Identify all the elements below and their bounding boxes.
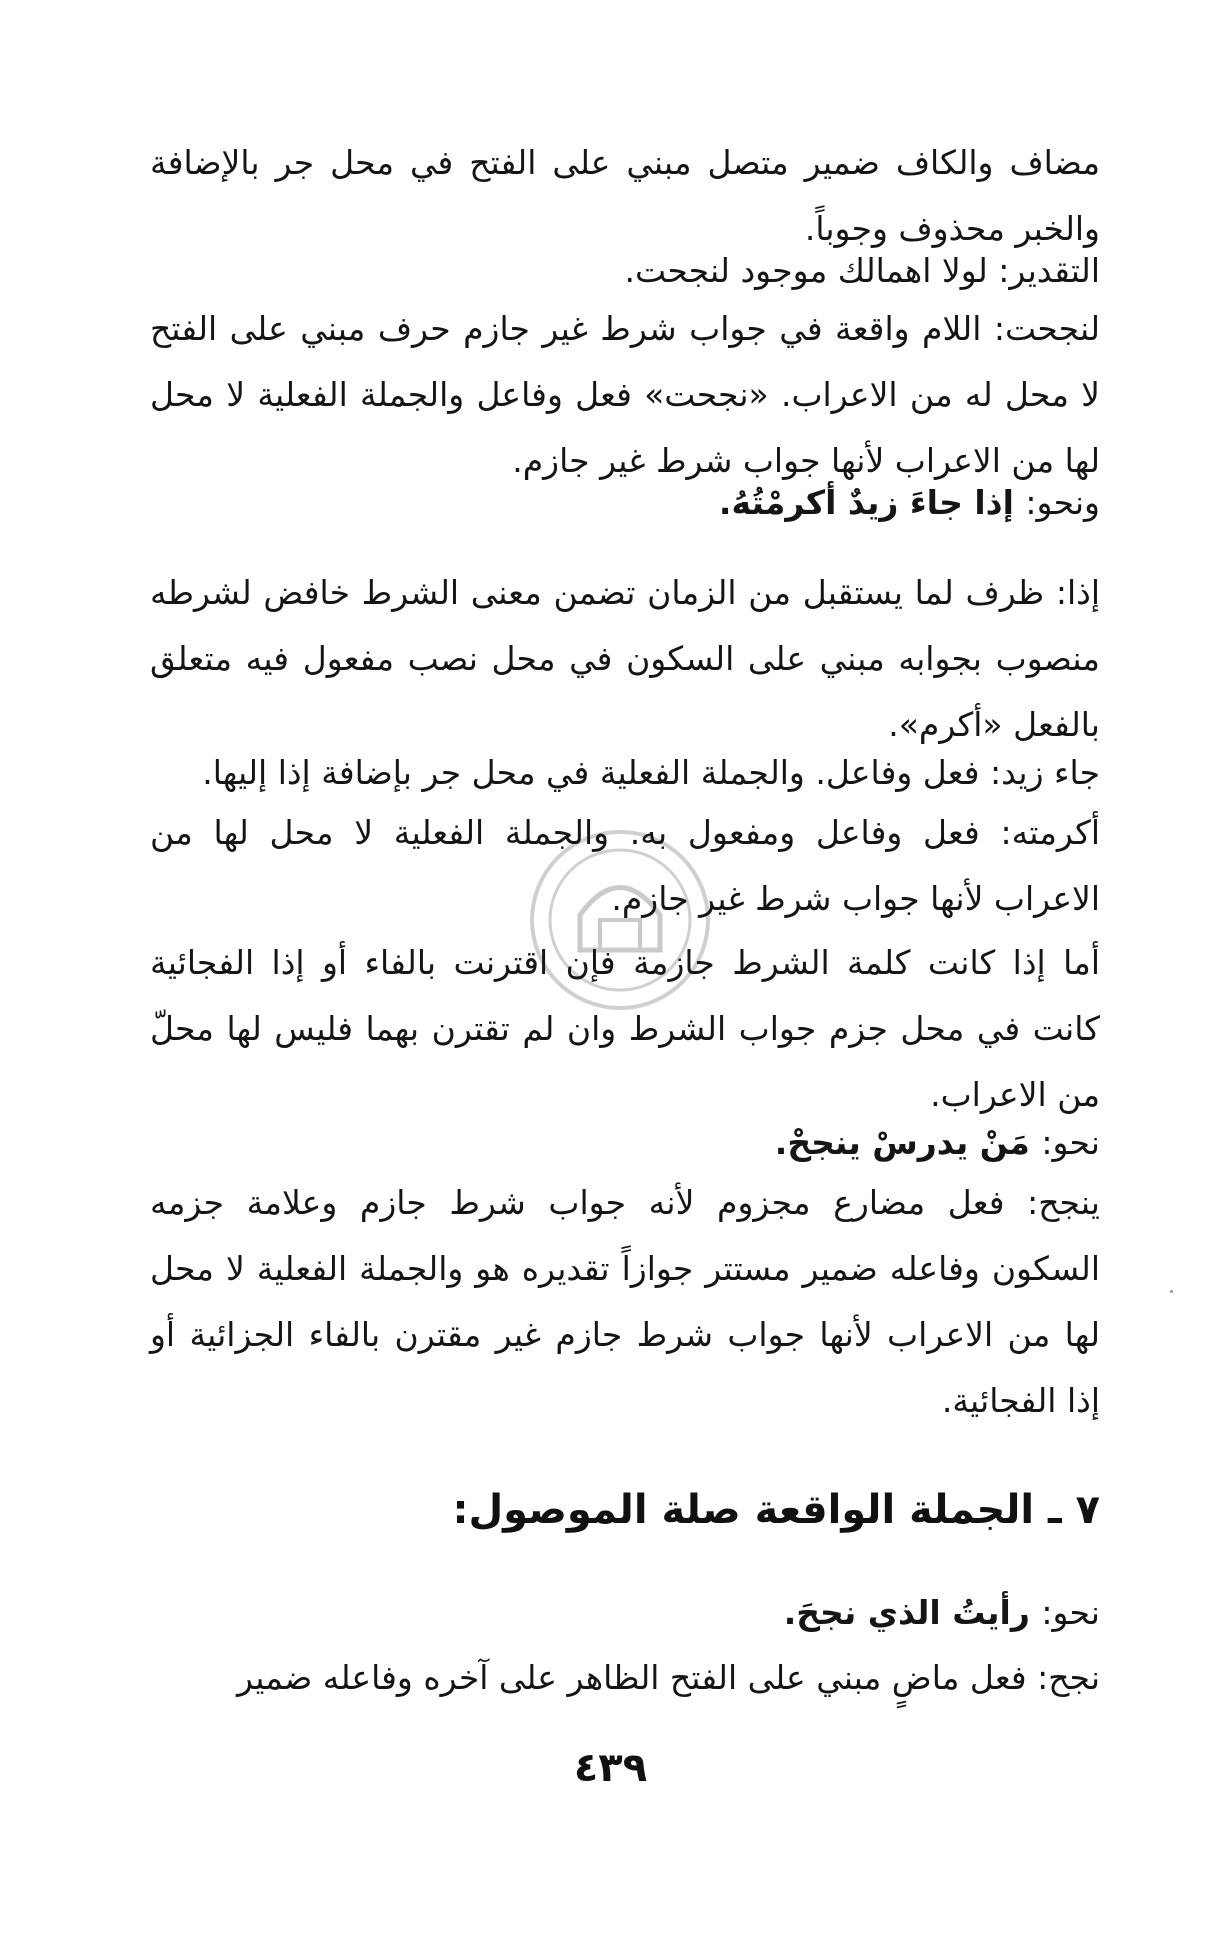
paragraph-7-text: فعل وفاعل ومفعول به. والجملة الفعلية لا محل لها من الاعراب لأنها جواب شرط غير جازم. <box>150 813 1100 918</box>
paragraph-6 <box>150 740 1100 806</box>
paragraph-5 <box>150 560 1100 758</box>
paragraph-2-text: لولا اهمالك موجود لنجحت. <box>624 251 999 290</box>
paragraph-10-text: فعل مضارع مجزوم لأنه جواب شرط جازم وعلامة جزمه السكون وفاعله ضمير مستتر جوازاً تقديره هو والجملة الفعلية لا محل لها من الاعراب لأنها جواب شرط جازم غير مقترن بالفاء الجزائية أو إذا الفجائية. <box>150 1183 1100 1420</box>
paragraph-2 <box>150 238 1100 304</box>
paragraph-7 <box>150 800 1100 932</box>
paragraph-9 <box>150 1110 1100 1176</box>
paragraph-4-text: إذا جاءَ زيدٌ أكرمْتُهُ. <box>718 483 1026 522</box>
paragraph-12-text: فعل ماضٍ مبني على الفتح الظاهر على آخره وفاعله ضمير <box>237 1658 1038 1697</box>
scan-speck <box>1170 1290 1173 1293</box>
paragraph-10-term: ينجح: <box>1027 1183 1100 1222</box>
paragraph-11-term: نحو: <box>1041 1593 1100 1632</box>
paragraph-12-term: نجح: <box>1037 1658 1100 1697</box>
paragraph-6-text: فعل وفاعل. والجملة الفعلية في محل جر بإضافة إذا إليها. <box>202 753 990 792</box>
paragraph-7-term: أكرمته: <box>1000 813 1100 852</box>
paragraph-8 <box>150 930 1100 1128</box>
paragraph-11 <box>150 1580 1100 1646</box>
paragraph-3 <box>150 296 1100 494</box>
page-number: ٤٣٩ <box>573 1745 648 1791</box>
paragraph-4 <box>150 470 1100 536</box>
paragraph-6-term: جاء زيد: <box>989 753 1100 792</box>
paragraph-9-text: مَنْ يدرسْ ينجحْ. <box>774 1123 1042 1162</box>
paragraph-5-term: إذا: <box>1055 573 1100 612</box>
paragraph-5-text: ظرف لما يستقبل من الزمان تضمن معنى الشرط خافض لشرطه منصوب بجوابه مبني على السكون في محل نصب مفعول فيه متعلق بالفعل «أكرم». <box>150 573 1100 744</box>
paragraph-11-text: رأيتُ الذي نجحَ. <box>783 1593 1042 1632</box>
paragraph-4-term: ونحو: <box>1025 483 1100 522</box>
paragraph-10 <box>150 1170 1100 1434</box>
paragraph-2-term: التقدير: <box>998 251 1100 290</box>
paragraph-3-term: لنجحت: <box>993 309 1100 348</box>
paragraph-8-text: أما إذا كانت كلمة الشرط جازمة فإن اقترنت بالفاء أو إذا الفجائية كانت في محل جزم جواب الشرط وان لم تقترن بهما فليس لها محلّ من الاعراب. <box>150 943 1100 1114</box>
paragraph-1-text: مضاف والكاف ضمير متصل مبني على الفتح في محل جر بالإضافة والخبر محذوف وجوباً. <box>150 143 1100 248</box>
paragraph-12 <box>150 1645 1100 1711</box>
section-heading: ٧ ـ الجملة الواقعة صلة الموصول: <box>452 1487 1100 1533</box>
paragraph-9-term: نحو: <box>1041 1123 1100 1162</box>
paragraph-3-text: اللام واقعة في جواب شرط غير جازم حرف مبني على الفتح لا محل له من الاعراب. «نجحت» فعل وفاعل والجملة الفعلية لا محل لها من الاعراب لأنها جواب شرط غير جازم. <box>150 309 1100 480</box>
